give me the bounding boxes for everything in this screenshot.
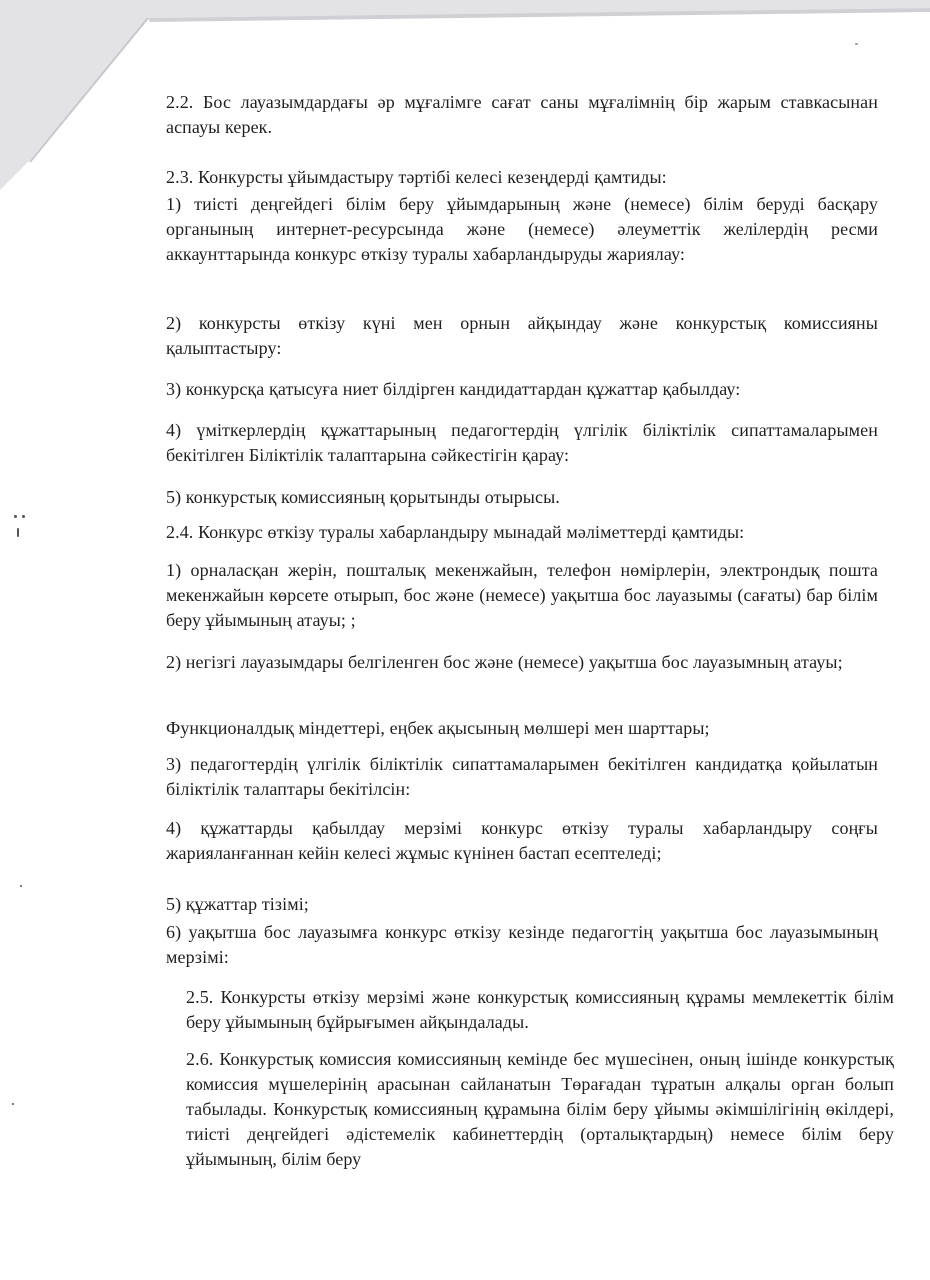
paragraph-2-4-1: 1) орналасқан жерін, пошталық мекенжайын, телефон нөмірлерін, электрондық пошта мекенжайын көрсете отырып, бос және (немесе) уақытша бос лауазымы (сағаты) бар білім беру ұйымының атауы; ;	[166, 560, 878, 630]
paragraph-2-4-5: 5) құжаттар тізімі;	[166, 894, 309, 914]
paragraph-2-3: 2.3. Конкурсты ұйымдастыру тәртібі келесі кезеңдерді қамтиды:	[166, 167, 667, 187]
paragraph-2-3-1: 1) тиісті деңгейдегі білім беру ұйымдарының және (немесе) білім беруді басқару органының интернет-ресурсында және (немесе) әлеуметтік желілердің ресми аккаунттарында конкурс өткізу туралы хабарландыруды жариялау:	[166, 194, 878, 264]
scan-speck	[20, 885, 22, 887]
paragraph-functional: Функционалдық міндеттері, еңбек ақысының мөлшері мен шарттары;	[166, 718, 710, 738]
scan-speck	[17, 528, 19, 537]
paragraph-2-3-2: 2) конкурсты өткізу күні мен орнын айқындау және конкурстық комиссияны қалыптастыру:	[166, 313, 878, 358]
paragraph-2-3-5: 5) конкурстық комиссияның қорытынды отырысы.	[166, 487, 560, 507]
paragraph-2-6: 2.6. Конкурстық комиссия комиссияның кемінде бес мүшесінен, оның ішінде конкурстық комиссия мүшелерінің арасынан сайланатын Төрағадан тұратын алқалы орган болып табылады. Конкурстық комиссияның құрамына білім беру ұйымы әкімшілігінің өкілдері, тиісті деңгейдегі әдістемелік кабинеттердің (орталықтардың) немесе білім беру ұйымының, білім беру	[186, 1049, 894, 1169]
paragraph-2-4-6: 6) уақытша бос лауазымға конкурс өткізу кезінде педагогтің уақытша бос лауазымының мерзімі:	[166, 922, 878, 967]
paragraph-2-3-4: 4) үміткерлердің құжаттарының педагогтердің үлгілік біліктілік сипаттамаларымен бекітілген Біліктілік талаптарына сәйкестігін қарау:	[166, 420, 878, 465]
paragraph-2-5: 2.5. Конкурсты өткізу мерзімі және конкурстық комиссияның құрамы мемлекеттік білім беру ұйымының бұйрығымен айқындалады.	[186, 987, 894, 1032]
paragraph-2-4-3: 3) педагогтердің үлгілік біліктілік сипаттамаларымен бекітілген кандидатқа қойылатын біліктілік талаптары бекітілсін:	[166, 754, 878, 799]
scan-speck	[855, 43, 858, 45]
scan-speck	[22, 515, 25, 518]
scan-speck	[12, 1103, 14, 1105]
paragraph-2-4: 2.4. Конкурс өткізу туралы хабарландыру мынадай мәліметтерді қамтиды:	[166, 522, 745, 542]
paragraph-2-4-4: 4) құжаттарды қабылдау мерзімі конкурс өткізу туралы хабарландыру соңғы жарияланғаннан кейін келесі жұмыс күнінен бастап есептеледі;	[166, 818, 878, 863]
paragraph-2-2: 2.2. Бос лауазымдардағы әр мұғалімге сағат саны мұғалімнің бір жарым ставкасынан аспауы керек.	[166, 92, 878, 137]
paragraph-2-4-2: 2) негізгі лауазымдары белгіленген бос және (немесе) уақытша бос лауазымның атауы;	[166, 652, 843, 672]
scan-speck	[14, 515, 17, 518]
paragraph-2-3-3: 3) конкурсқа қатысуға ниет білдірген кандидаттардан құжаттар қабылдау:	[166, 379, 741, 399]
